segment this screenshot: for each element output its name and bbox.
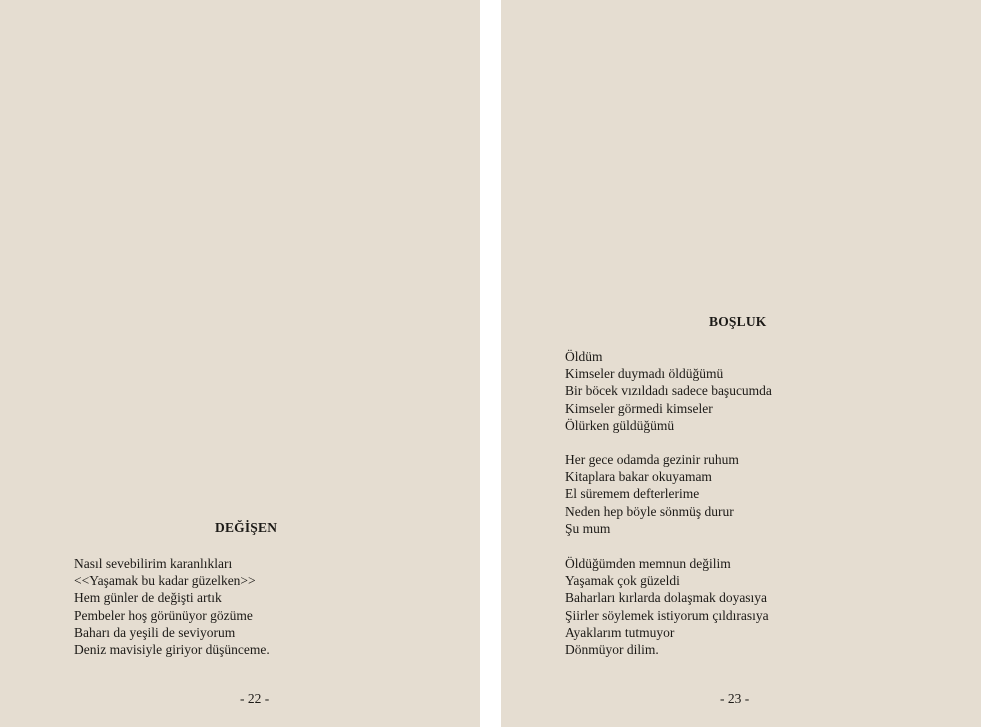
left-page: [0, 0, 480, 727]
poem-title-degisen: DEĞİŞEN: [215, 520, 278, 535]
verse-line: El süremem defterlerime: [565, 486, 700, 502]
verse-line: Dönmüyor dilim.: [565, 642, 659, 658]
page-number: - 22 -: [240, 691, 270, 706]
verse-line: Öldüm: [565, 349, 603, 364]
verse-line: Neden hep böyle sönmüş durur: [565, 503, 734, 519]
book-gutter: [480, 0, 501, 727]
verse-line: Yaşamak çok güzeldi: [565, 573, 680, 589]
verse-line: Şiirler söylemek istiyorum çıldırasıya: [565, 607, 769, 623]
right-page: [501, 0, 981, 727]
verse-line: Bir böcek vızıldadı sadece başucumda: [565, 383, 772, 399]
poem-title-bosluk: BOŞLUK: [709, 314, 767, 329]
stanza: [565, 451, 739, 537]
stanza: [74, 555, 270, 658]
verse-line: Şu mum: [565, 520, 611, 536]
verse-line: Ölürken güldüğümü: [565, 417, 675, 433]
verse-line: Nasıl sevebilirim karanlıkları: [74, 556, 233, 571]
verse-line: Baharı da yeşili de seviyorum: [74, 624, 236, 640]
stanza: [565, 348, 772, 434]
verse-line: <<Yaşamak bu kadar güzelken>>: [74, 573, 256, 589]
verse-line: Öldüğümden memnun değilim: [565, 556, 731, 571]
verse-line: Kitaplara bakar okuyamam: [565, 469, 712, 485]
verse-line: Ayaklarım tutmuyor: [565, 624, 675, 640]
verse-line: Deniz mavisiyle giriyor düşünceme.: [74, 642, 270, 658]
verse-line: Pembeler hoş görünüyor gözüme: [74, 607, 253, 623]
verse-line: Kimseler görmedi kimseler: [565, 400, 713, 416]
verse-line: Kimseler duymadı öldüğümü: [565, 366, 724, 382]
verse-line: Hem günler de değişti artık: [74, 590, 222, 606]
page-number: - 23 -: [720, 691, 750, 706]
verse-line: Her gece odamda gezinir ruhum: [565, 452, 739, 467]
stanza: [565, 555, 769, 658]
verse-line: Baharları kırlarda dolaşmak doyasıya: [565, 590, 768, 606]
